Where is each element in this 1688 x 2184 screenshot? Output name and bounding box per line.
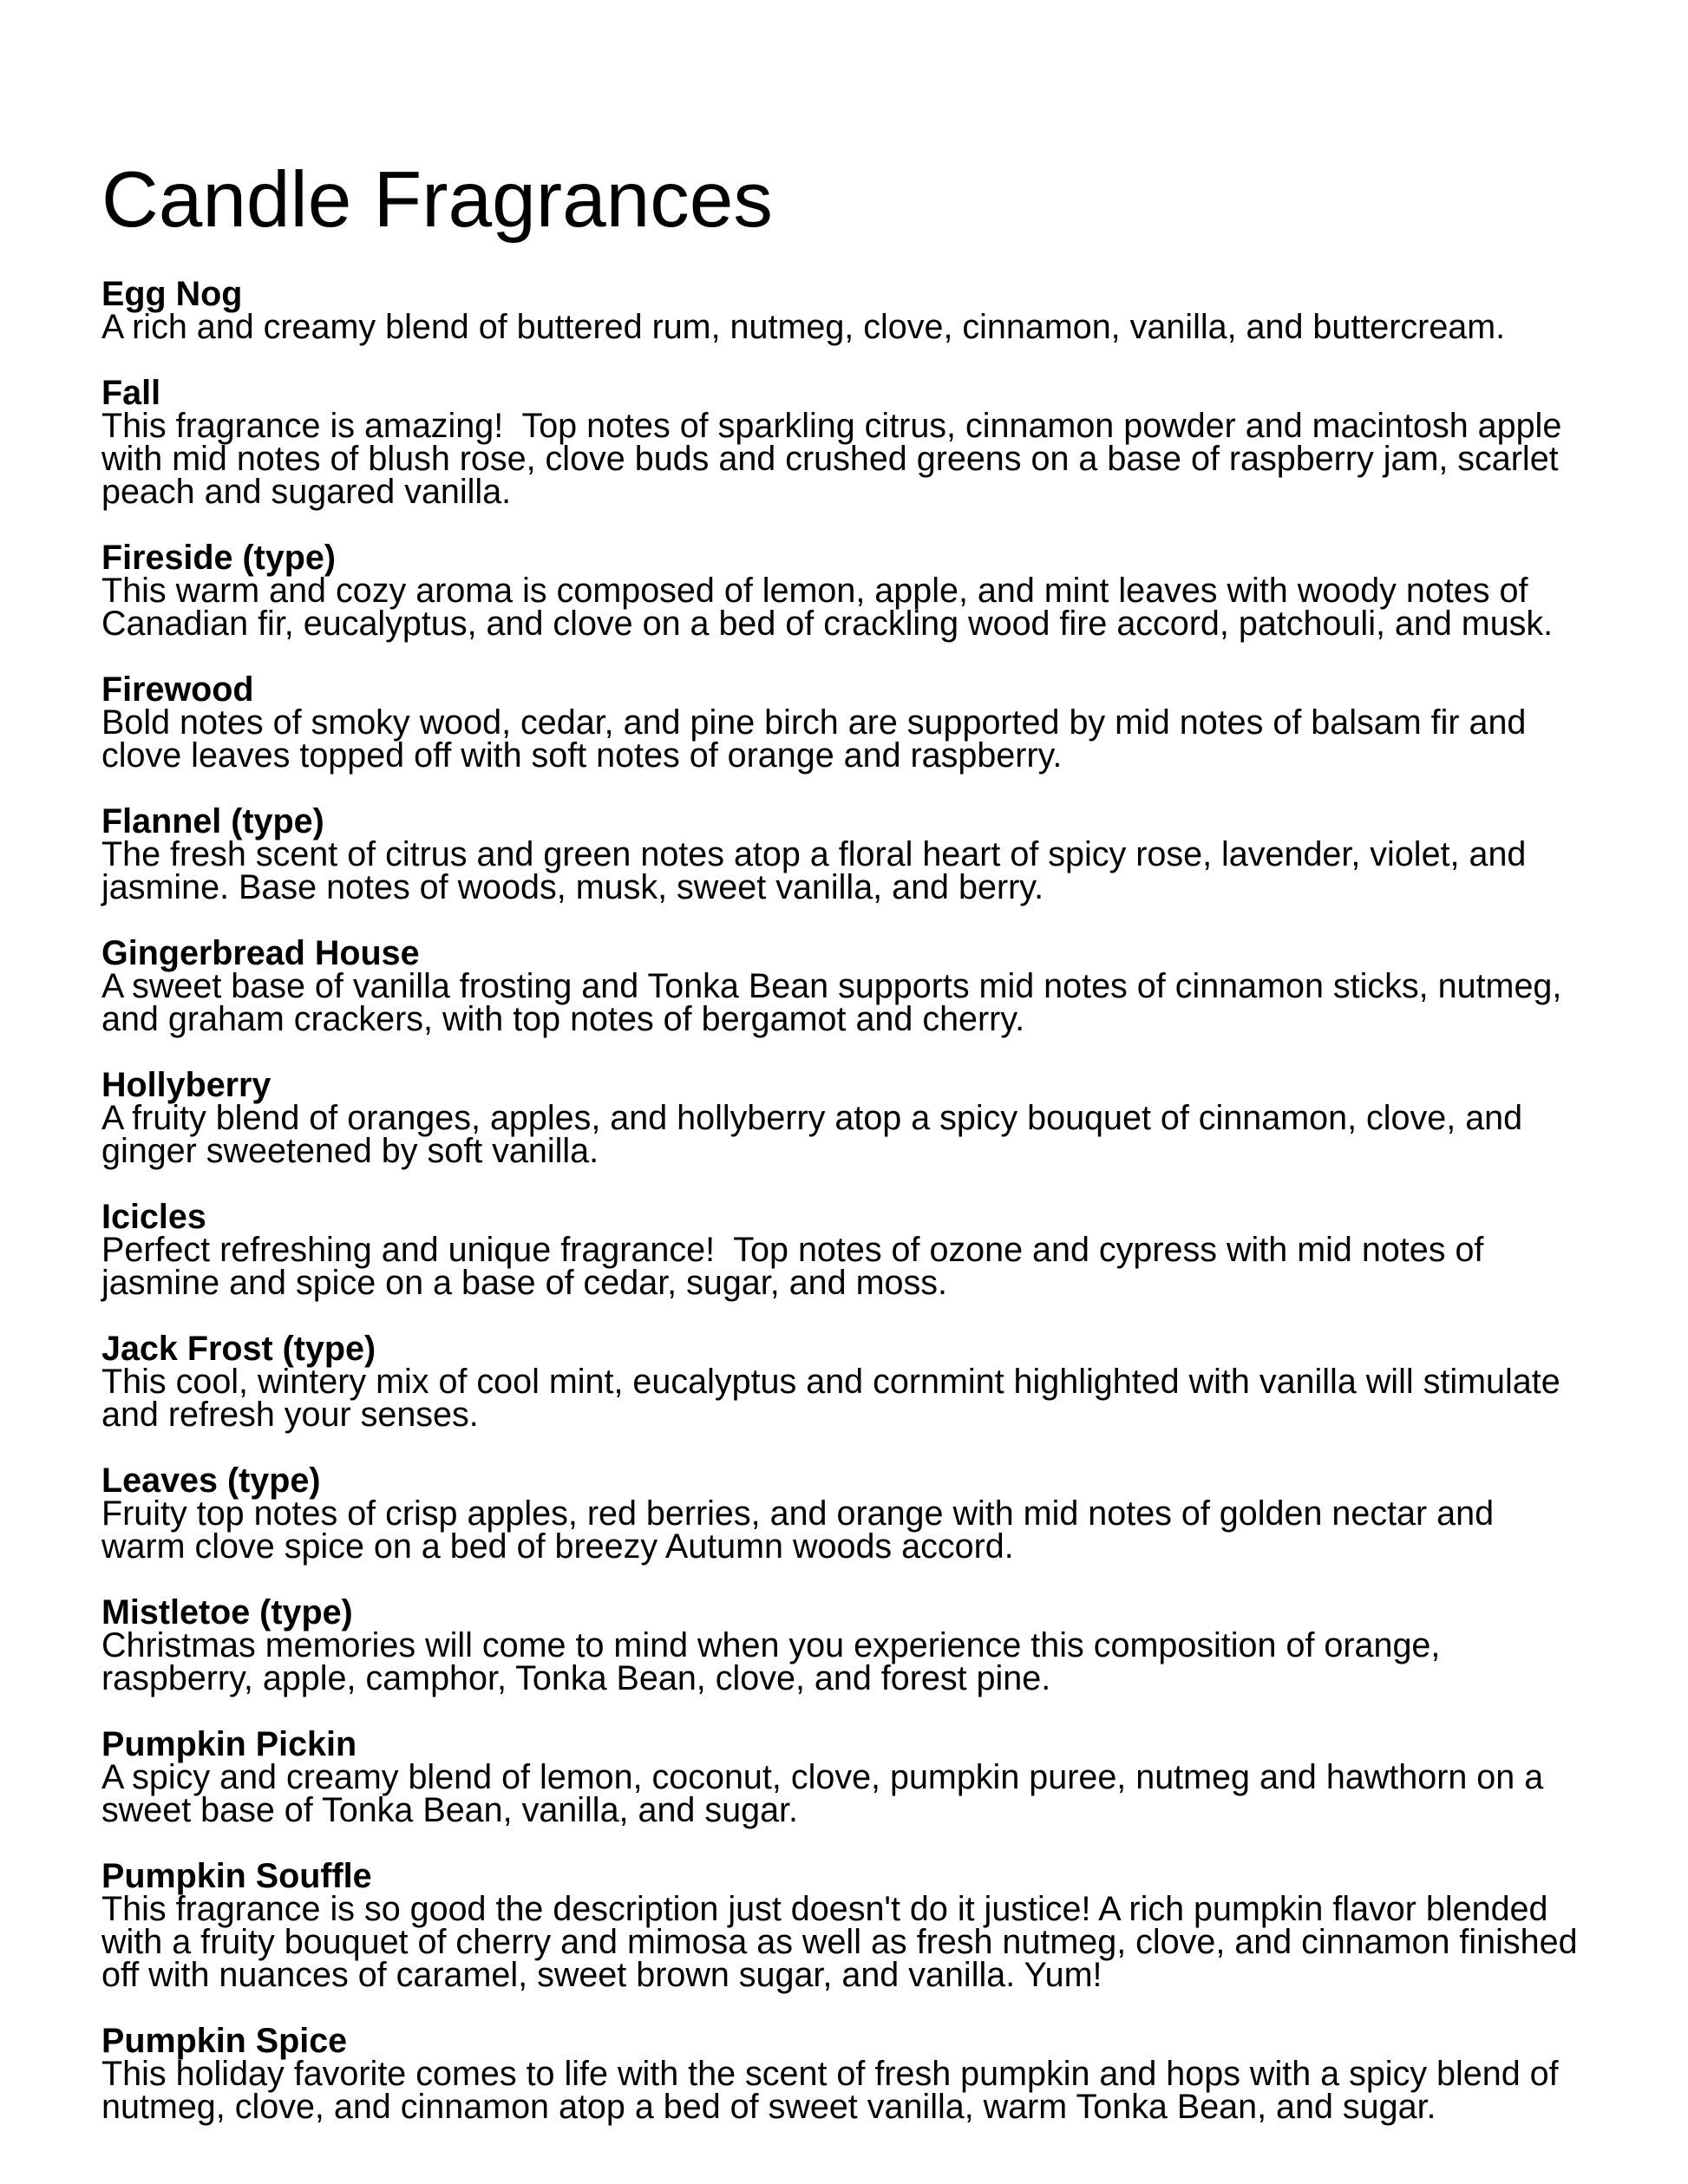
fragrance-name: Pumpkin Spice [101,2022,348,2060]
fragrance-name: Hollyberry [101,1066,272,1104]
fragrance-entry [101,539,1587,643]
fragrance-entry [101,1725,1587,1829]
fragrance-entry [101,1461,1587,1566]
fragrance-entry [101,374,1587,511]
fragrance-list [101,275,1587,2126]
fragrance-description: A spicy and creamy blend of lemon, coconut, clove, pumpkin puree, nutmeg and hawthorn on a sweet base of Tonka Bean, vanilla, and sugar. [101,1758,1554,1829]
fragrance-description: This fragrance is so good the description just doesn't do it justice! A rich pumpkin flavor blended with a fruity bouquet of cherry and mimosa as well as fresh nutmeg, clove, and cinnamon finished off with nuances of caramel, sweet brown sugar, and vanilla. Yum! [101,1890,1587,1994]
fragrance-entry [101,1198,1587,1302]
fragrance-name: Jack Frost (type) [101,1330,376,1368]
fragrance-description: A fruity blend of oranges, apples, and hollyberry atop a spicy bouquet of cinnamon, clove, and ginger sweetened by soft vanilla. [101,1099,1533,1170]
fragrance-name: Icicles [101,1198,206,1236]
fragrance-name: Pumpkin Pickin [101,1725,357,1763]
fragrance-name: Flannel (type) [101,802,324,840]
fragrance-description: Perfect refreshing and unique fragrance! Top notes of ozone and cypress with mid notes of jasmine and spice on a base of cedar, sugar, and moss. [101,1231,1494,1302]
page-title: Candle Fragrances [101,156,773,244]
fragrance-entry [101,2022,1587,2126]
fragrance-entry [101,670,1587,775]
fragrance-description: The fresh scent of citrus and green notes atop a floral heart of spicy rose, lavender, violet, and jasmine. Base notes of woods, musk, sweet vanilla, and berry. [101,835,1536,906]
fragrance-description: This warm and cozy aroma is composed of lemon, apple, and mint leaves with woody notes of Canadian fir, eucalyptus, and clove on a bed of crackling wood fire accord, patchouli, and musk. [101,572,1554,643]
fragrance-name: Fireside (type) [101,539,336,577]
fragrance-description: Christmas memories will come to mind when you experience this composition of orange, raspberry, apple, camphor, Tonka Bean, clove, and forest pine. [101,1626,1450,1697]
fragrance-description: A sweet base of vanilla frosting and Tonka Bean supports mid notes of cinnamon sticks, nutmeg, and graham crackers, with top notes of bergamot and cherry. [101,967,1572,1038]
fragrance-name: Fall [101,374,161,412]
fragrance-name: Pumpkin Souffle [101,1857,372,1895]
fragrance-description: Bold notes of smoky wood, cedar, and pine birch are supported by mid notes of balsam fir and clove leaves topped off with soft notes of orange and raspberry. [101,703,1536,775]
fragrance-entry [101,934,1587,1038]
fragrance-entry [101,1330,1587,1434]
fragrance-name: Leaves (type) [101,1461,321,1500]
fragrance-name: Gingerbread House [101,934,420,972]
fragrance-description: Fruity top notes of crisp apples, red berries, and orange with mid notes of golden nectar and warm clove spice on a bed of breezy Autumn woods accord. [101,1494,1504,1566]
fragrance-description: This fragrance is amazing! Top notes of sparkling citrus, cinnamon powder and macintosh apple with mid notes of blush rose, clove buds and crushed greens on a base of raspberry jam, scarlet peach and sugared vanilla. [101,407,1572,511]
fragrance-entry [101,1857,1587,1994]
fragrance-name: Firewood [101,670,254,709]
fragrance-description: A rich and creamy blend of buttered rum, nutmeg, clove, cinnamon, vanilla, and buttercream. [101,308,1506,346]
fragrance-entry [101,802,1587,906]
fragrance-entry [101,1066,1587,1170]
fragrance-entry [101,1593,1587,1697]
fragrance-name: Mistletoe (type) [101,1593,353,1631]
fragrance-name: Egg Nog [101,275,243,313]
fragrance-description: This holiday favorite comes to life with the scent of fresh pumpkin and hops with a spicy blend of nutmeg, clove, and cinnamon atop a bed of sweet vanilla, warm Tonka Bean, and sugar. [101,2055,1568,2126]
fragrance-entry [101,275,1587,346]
fragrance-description: This cool, wintery mix of cool mint, eucalyptus and cornmint highlighted with vanilla will stimulate and refresh your senses. [101,1363,1570,1434]
